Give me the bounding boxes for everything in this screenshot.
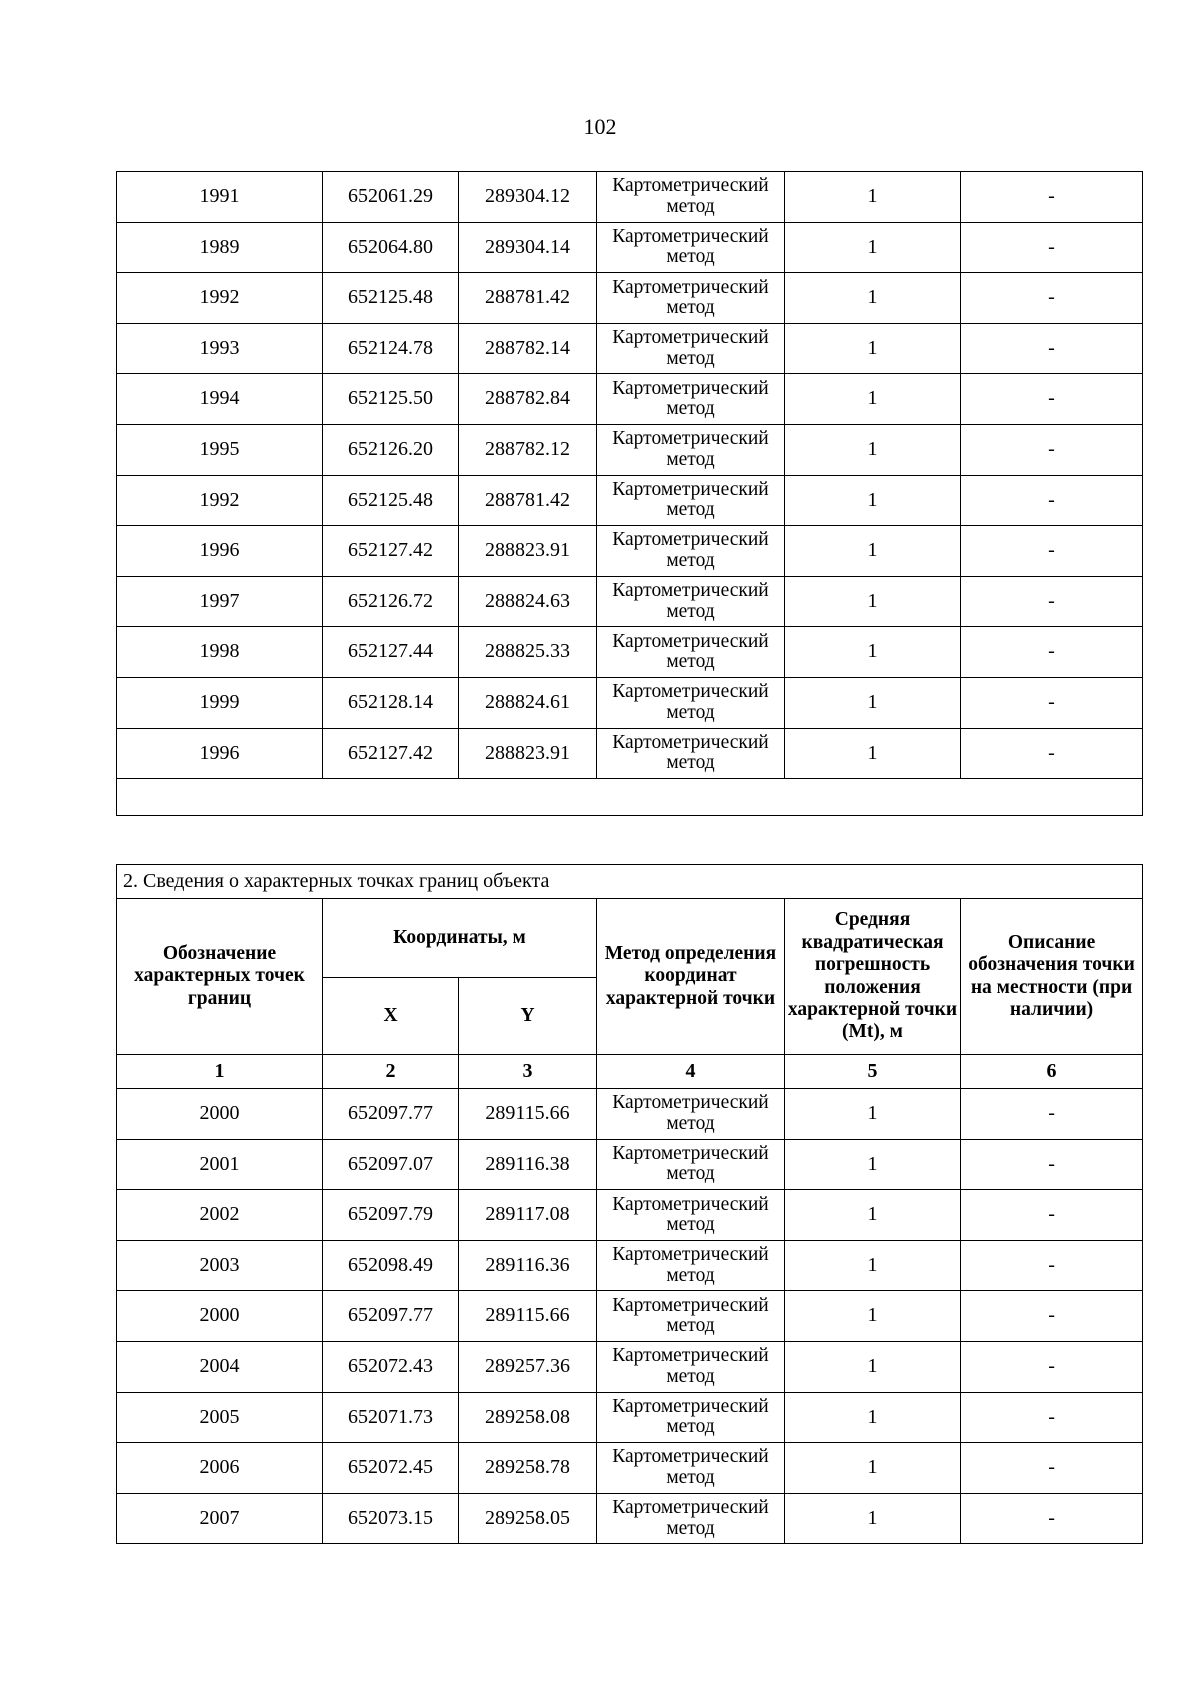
x-coordinate-cell: 652072.45 bbox=[323, 1443, 459, 1494]
method-cell: Картометрический метод bbox=[597, 526, 785, 577]
point-id-cell: 2002 bbox=[117, 1190, 323, 1241]
point-id-cell: 2001 bbox=[117, 1139, 323, 1190]
section-title: 2. Сведения о характерных точках границ объекта bbox=[117, 865, 1143, 899]
mt-cell: 1 bbox=[785, 273, 961, 324]
x-coordinate-cell: 652073.15 bbox=[323, 1493, 459, 1544]
point-id-cell: 1992 bbox=[117, 273, 323, 324]
x-coordinate-cell: 652128.14 bbox=[323, 677, 459, 728]
x-coordinate-cell: 652061.29 bbox=[323, 172, 459, 223]
description-cell: - bbox=[961, 1341, 1143, 1392]
y-coordinate-cell: 289258.08 bbox=[459, 1392, 597, 1443]
table-row bbox=[117, 374, 1143, 425]
method-cell: Картометрический метод bbox=[597, 1493, 785, 1544]
y-coordinate-cell: 289258.05 bbox=[459, 1493, 597, 1544]
header-designation: Обозначение характерных точек границ bbox=[117, 899, 323, 1055]
table-row bbox=[117, 1190, 1143, 1241]
mt-cell: 1 bbox=[785, 1089, 961, 1140]
x-coordinate-cell: 652125.48 bbox=[323, 475, 459, 526]
y-coordinate-cell: 289257.36 bbox=[459, 1341, 597, 1392]
x-coordinate-cell: 652097.07 bbox=[323, 1139, 459, 1190]
method-cell: Картометрический метод bbox=[597, 475, 785, 526]
mt-cell: 1 bbox=[785, 1139, 961, 1190]
y-coordinate-cell: 288782.84 bbox=[459, 374, 597, 425]
empty-cell bbox=[117, 779, 1143, 816]
y-coordinate-cell: 289115.66 bbox=[459, 1089, 597, 1140]
y-coordinate-cell: 288824.63 bbox=[459, 576, 597, 627]
method-cell: Картометрический метод bbox=[597, 273, 785, 324]
mt-cell: 1 bbox=[785, 475, 961, 526]
description-cell: - bbox=[961, 728, 1143, 779]
description-cell: - bbox=[961, 475, 1143, 526]
point-id-cell: 1998 bbox=[117, 627, 323, 678]
x-coordinate-cell: 652097.77 bbox=[323, 1089, 459, 1140]
header-mt: Средняя квадратическая погрешность положения характерной точки (Mt), м bbox=[785, 899, 961, 1055]
point-id-cell: 1991 bbox=[117, 172, 323, 223]
method-cell: Картометрический метод bbox=[597, 677, 785, 728]
point-id-cell: 2006 bbox=[117, 1443, 323, 1494]
description-cell: - bbox=[961, 677, 1143, 728]
table-row bbox=[117, 1493, 1143, 1544]
mt-cell: 1 bbox=[785, 172, 961, 223]
x-coordinate-cell: 652071.73 bbox=[323, 1392, 459, 1443]
mt-cell: 1 bbox=[785, 677, 961, 728]
y-coordinate-cell: 289115.66 bbox=[459, 1291, 597, 1342]
point-id-cell: 2000 bbox=[117, 1089, 323, 1140]
table-row bbox=[117, 273, 1143, 324]
mt-cell: 1 bbox=[785, 1190, 961, 1241]
point-id-cell: 1995 bbox=[117, 424, 323, 475]
y-coordinate-cell: 288781.42 bbox=[459, 475, 597, 526]
description-cell: - bbox=[961, 627, 1143, 678]
x-coordinate-cell: 652097.77 bbox=[323, 1291, 459, 1342]
empty-row bbox=[117, 779, 1143, 816]
description-cell: - bbox=[961, 1392, 1143, 1443]
header-y: Y bbox=[459, 978, 597, 1055]
coordinates-table-continued bbox=[116, 171, 1143, 816]
y-coordinate-cell: 289304.12 bbox=[459, 172, 597, 223]
description-cell: - bbox=[961, 526, 1143, 577]
x-coordinate-cell: 652127.44 bbox=[323, 627, 459, 678]
method-cell: Картометрический метод bbox=[597, 1392, 785, 1443]
x-coordinate-cell: 652098.49 bbox=[323, 1240, 459, 1291]
y-coordinate-cell: 288824.61 bbox=[459, 677, 597, 728]
point-id-cell: 1989 bbox=[117, 222, 323, 273]
table-row bbox=[117, 424, 1143, 475]
column-number: 4 bbox=[597, 1055, 785, 1089]
point-id-cell: 1996 bbox=[117, 526, 323, 577]
column-number: 2 bbox=[323, 1055, 459, 1089]
y-coordinate-cell: 288823.91 bbox=[459, 728, 597, 779]
point-id-cell: 1994 bbox=[117, 374, 323, 425]
y-coordinate-cell: 288782.14 bbox=[459, 323, 597, 374]
description-cell: - bbox=[961, 222, 1143, 273]
description-cell: - bbox=[961, 424, 1143, 475]
description-cell: - bbox=[961, 1291, 1143, 1342]
x-coordinate-cell: 652064.80 bbox=[323, 222, 459, 273]
method-cell: Картометрический метод bbox=[597, 1139, 785, 1190]
description-cell: - bbox=[961, 273, 1143, 324]
x-coordinate-cell: 652124.78 bbox=[323, 323, 459, 374]
x-coordinate-cell: 652126.72 bbox=[323, 576, 459, 627]
description-cell: - bbox=[961, 1139, 1143, 1190]
x-coordinate-cell: 652125.48 bbox=[323, 273, 459, 324]
column-number: 6 bbox=[961, 1055, 1143, 1089]
point-id-cell: 2000 bbox=[117, 1291, 323, 1342]
table-row bbox=[117, 1139, 1143, 1190]
mt-cell: 1 bbox=[785, 222, 961, 273]
y-coordinate-cell: 288782.12 bbox=[459, 424, 597, 475]
mt-cell: 1 bbox=[785, 627, 961, 678]
y-coordinate-cell: 289117.08 bbox=[459, 1190, 597, 1241]
mt-cell: 1 bbox=[785, 526, 961, 577]
method-cell: Картометрический метод bbox=[597, 1341, 785, 1392]
table-row bbox=[117, 1291, 1143, 1342]
method-cell: Картометрический метод bbox=[597, 1240, 785, 1291]
method-cell: Картометрический метод bbox=[597, 222, 785, 273]
table-row bbox=[117, 728, 1143, 779]
x-coordinate-cell: 652072.43 bbox=[323, 1341, 459, 1392]
mt-cell: 1 bbox=[785, 728, 961, 779]
table-row bbox=[117, 677, 1143, 728]
table-row bbox=[117, 222, 1143, 273]
y-coordinate-cell: 289258.78 bbox=[459, 1443, 597, 1494]
column-number: 5 bbox=[785, 1055, 961, 1089]
mt-cell: 1 bbox=[785, 424, 961, 475]
x-coordinate-cell: 652126.20 bbox=[323, 424, 459, 475]
boundary-points-table bbox=[116, 864, 1143, 1544]
method-cell: Картометрический метод bbox=[597, 172, 785, 223]
x-coordinate-cell: 652125.50 bbox=[323, 374, 459, 425]
header-description: Описание обозначения точки на местности (при наличии) bbox=[961, 899, 1143, 1055]
table-row bbox=[117, 323, 1143, 374]
column-number: 3 bbox=[459, 1055, 597, 1089]
method-cell: Картометрический метод bbox=[597, 1190, 785, 1241]
description-cell: - bbox=[961, 323, 1143, 374]
table-row bbox=[117, 1240, 1143, 1291]
method-cell: Картометрический метод bbox=[597, 728, 785, 779]
table-row bbox=[117, 576, 1143, 627]
header-x: X bbox=[323, 978, 459, 1055]
y-coordinate-cell: 288825.33 bbox=[459, 627, 597, 678]
method-cell: Картометрический метод bbox=[597, 627, 785, 678]
method-cell: Картометрический метод bbox=[597, 374, 785, 425]
description-cell: - bbox=[961, 1089, 1143, 1140]
table-row bbox=[117, 627, 1143, 678]
mt-cell: 1 bbox=[785, 576, 961, 627]
x-coordinate-cell: 652097.79 bbox=[323, 1190, 459, 1241]
y-coordinate-cell: 289304.14 bbox=[459, 222, 597, 273]
method-cell: Картометрический метод bbox=[597, 1443, 785, 1494]
x-coordinate-cell: 652127.42 bbox=[323, 526, 459, 577]
point-id-cell: 2004 bbox=[117, 1341, 323, 1392]
table-row bbox=[117, 1392, 1143, 1443]
point-id-cell: 2003 bbox=[117, 1240, 323, 1291]
mt-cell: 1 bbox=[785, 374, 961, 425]
header-method: Метод определения координат характерной точки bbox=[597, 899, 785, 1055]
table-row bbox=[117, 172, 1143, 223]
description-cell: - bbox=[961, 1240, 1143, 1291]
point-id-cell: 1993 bbox=[117, 323, 323, 374]
y-coordinate-cell: 289116.38 bbox=[459, 1139, 597, 1190]
description-cell: - bbox=[961, 1493, 1143, 1544]
method-cell: Картометрический метод bbox=[597, 1291, 785, 1342]
header-coordinates: Координаты, м bbox=[323, 899, 597, 978]
point-id-cell: 1996 bbox=[117, 728, 323, 779]
mt-cell: 1 bbox=[785, 1291, 961, 1342]
method-cell: Картометрический метод bbox=[597, 323, 785, 374]
description-cell: - bbox=[961, 374, 1143, 425]
method-cell: Картометрический метод bbox=[597, 1089, 785, 1140]
mt-cell: 1 bbox=[785, 1341, 961, 1392]
boundary-points-table-body bbox=[117, 1089, 1143, 1544]
description-cell: - bbox=[961, 1443, 1143, 1494]
point-id-cell: 2007 bbox=[117, 1493, 323, 1544]
description-cell: - bbox=[961, 576, 1143, 627]
mt-cell: 1 bbox=[785, 1443, 961, 1494]
method-cell: Картометрический метод bbox=[597, 576, 785, 627]
method-cell: Картометрический метод bbox=[597, 424, 785, 475]
table-continued-body bbox=[117, 172, 1143, 816]
description-cell: - bbox=[961, 172, 1143, 223]
table-row bbox=[117, 1443, 1143, 1494]
mt-cell: 1 bbox=[785, 1493, 961, 1544]
table-row bbox=[117, 475, 1143, 526]
column-number: 1 bbox=[117, 1055, 323, 1089]
table-row bbox=[117, 1341, 1143, 1392]
mt-cell: 1 bbox=[785, 1240, 961, 1291]
y-coordinate-cell: 289116.36 bbox=[459, 1240, 597, 1291]
table-row bbox=[117, 526, 1143, 577]
y-coordinate-cell: 288781.42 bbox=[459, 273, 597, 324]
mt-cell: 1 bbox=[785, 1392, 961, 1443]
mt-cell: 1 bbox=[785, 323, 961, 374]
table-row bbox=[117, 1089, 1143, 1140]
x-coordinate-cell: 652127.42 bbox=[323, 728, 459, 779]
page-number: 102 bbox=[583, 114, 617, 139]
description-cell: - bbox=[961, 1190, 1143, 1241]
boundary-points-table-header bbox=[117, 865, 1143, 1089]
point-id-cell: 2005 bbox=[117, 1392, 323, 1443]
point-id-cell: 1997 bbox=[117, 576, 323, 627]
point-id-cell: 1999 bbox=[117, 677, 323, 728]
y-coordinate-cell: 288823.91 bbox=[459, 526, 597, 577]
point-id-cell: 1992 bbox=[117, 475, 323, 526]
